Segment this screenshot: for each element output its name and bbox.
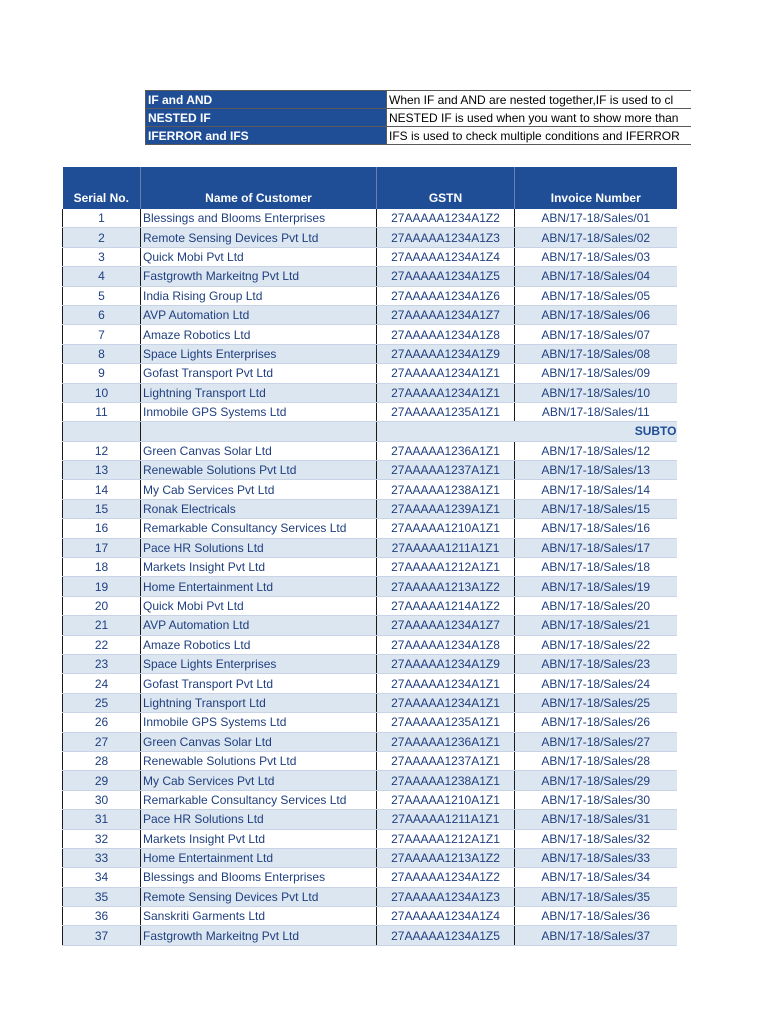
- gstn-cell[interactable]: 27AAAAA1234A1Z3: [377, 887, 515, 906]
- gstn-cell[interactable]: 27AAAAA1236A1Z1: [377, 441, 515, 460]
- customer-name-cell[interactable]: Blessings and Blooms Enterprises: [141, 209, 377, 228]
- table-row: [63, 693, 677, 712]
- serial-no-cell[interactable]: 7: [63, 325, 141, 344]
- customer-name-cell[interactable]: Remarkable Consultancy Services Ltd: [141, 790, 377, 809]
- table-row: [63, 654, 677, 673]
- invoice-number-cell[interactable]: ABN/17-18/Sales/03: [515, 247, 677, 266]
- serial-no-cell[interactable]: 24: [63, 674, 141, 693]
- serial-no-cell[interactable]: 18: [63, 558, 141, 577]
- table-row: [63, 751, 677, 770]
- customer-name-cell[interactable]: AVP Automation Ltd: [141, 616, 377, 635]
- customer-name-cell[interactable]: Gofast Transport Pvt Ltd: [141, 674, 377, 693]
- invoice-number-cell[interactable]: ABN/17-18/Sales/15: [515, 499, 677, 518]
- invoice-number-cell[interactable]: ABN/17-18/Sales/34: [515, 868, 677, 887]
- invoice-number-cell[interactable]: ABN/17-18/Sales/14: [515, 480, 677, 499]
- gstn-cell[interactable]: 27AAAAA1234A1Z5: [377, 926, 515, 945]
- table-row: [63, 209, 677, 228]
- gstn-cell[interactable]: 27AAAAA1234A1Z1: [377, 383, 515, 402]
- invoice-number-cell[interactable]: ABN/17-18/Sales/35: [515, 887, 677, 906]
- gstn-cell[interactable]: 27AAAAA1214A1Z2: [377, 596, 515, 615]
- invoice-number-cell[interactable]: ABN/17-18/Sales/37: [515, 926, 677, 945]
- header-row: [63, 167, 677, 209]
- gstn-cell[interactable]: 27AAAAA1234A1Z3: [377, 228, 515, 247]
- serial-no-cell[interactable]: 25: [63, 693, 141, 712]
- table-row: [63, 907, 677, 926]
- customer-name-cell[interactable]: My Cab Services Pvt Ltd: [141, 480, 377, 499]
- table-row: [63, 480, 677, 499]
- customer-name-cell[interactable]: Lightning Transport Ltd: [141, 383, 377, 402]
- gstn-cell[interactable]: 27AAAAA1238A1Z1: [377, 480, 515, 499]
- customer-name-cell[interactable]: AVP Automation Ltd: [141, 305, 377, 324]
- table-row: [63, 364, 677, 383]
- customer-name-cell[interactable]: Space Lights Enterprises: [141, 344, 377, 363]
- legend-row: [146, 91, 692, 109]
- customer-name-cell[interactable]: Fastgrowth Markeitng Pvt Ltd: [141, 267, 377, 286]
- table-row: [63, 402, 677, 421]
- invoice-number-cell[interactable]: ABN/17-18/Sales/13: [515, 461, 677, 480]
- gstn-cell[interactable]: 27AAAAA1234A1Z7: [377, 616, 515, 635]
- invoice-number-cell[interactable]: ABN/17-18/Sales/19: [515, 577, 677, 596]
- table-row: [63, 596, 677, 615]
- gstn-cell[interactable]: 27AAAAA1234A1Z4: [377, 907, 515, 926]
- invoice-number-cell[interactable]: ABN/17-18/Sales/12: [515, 441, 677, 460]
- invoice-number-cell[interactable]: ABN/17-18/Sales/36: [515, 907, 677, 926]
- customer-name-cell[interactable]: Amaze Robotics Ltd: [141, 325, 377, 344]
- gstn-cell[interactable]: 27AAAAA1210A1Z1: [377, 790, 515, 809]
- table-body: [63, 209, 677, 945]
- serial-no-cell[interactable]: 27: [63, 732, 141, 751]
- customer-name-cell[interactable]: Remarkable Consultancy Services Ltd: [141, 519, 377, 538]
- table-row: [63, 538, 677, 557]
- customer-name-cell[interactable]: Quick Mobi Pvt Ltd: [141, 247, 377, 266]
- invoice-number-cell[interactable]: ABN/17-18/Sales/04: [515, 267, 677, 286]
- serial-no-cell[interactable]: 36: [63, 907, 141, 926]
- customer-name-cell[interactable]: Inmobile GPS Systems Ltd: [141, 402, 377, 421]
- customer-name-cell[interactable]: Inmobile GPS Systems Ltd: [141, 713, 377, 732]
- table-row: [63, 926, 677, 945]
- customer-name-cell[interactable]: Green Canvas Solar Ltd: [141, 732, 377, 751]
- header-gstn[interactable]: GSTN: [377, 167, 515, 209]
- serial-no-cell[interactable]: 9: [63, 364, 141, 383]
- invoice-number-cell[interactable]: ABN/17-18/Sales/20: [515, 596, 677, 615]
- invoice-number-cell[interactable]: ABN/17-18/Sales/06: [515, 305, 677, 324]
- gstn-cell[interactable]: 27AAAAA1234A1Z1: [377, 674, 515, 693]
- legend-description-cell[interactable]: IFS is used to check multiple conditions and IFERROR: [387, 127, 692, 145]
- table-row: [63, 771, 677, 790]
- customer-name-cell[interactable]: Markets Insight Pvt Ltd: [141, 829, 377, 848]
- legend-row: [146, 109, 692, 127]
- customer-name-cell[interactable]: Home Entertainment Ltd: [141, 848, 377, 867]
- serial-no-cell[interactable]: 32: [63, 829, 141, 848]
- customer-name-cell[interactable]: Home Entertainment Ltd: [141, 577, 377, 596]
- serial-no-cell[interactable]: 37: [63, 926, 141, 945]
- customer-name-cell[interactable]: Fastgrowth Markeitng Pvt Ltd: [141, 926, 377, 945]
- invoice-number-cell[interactable]: ABN/17-18/Sales/30: [515, 790, 677, 809]
- gstn-cell[interactable]: 27AAAAA1235A1Z1: [377, 713, 515, 732]
- customer-name-cell[interactable]: Amaze Robotics Ltd: [141, 635, 377, 654]
- gstn-cell[interactable]: 27AAAAA1212A1Z1: [377, 829, 515, 848]
- invoice-number-cell[interactable]: ABN/17-18/Sales/26: [515, 713, 677, 732]
- serial-no-cell[interactable]: 26: [63, 713, 141, 732]
- table-row: [63, 829, 677, 848]
- serial-no-cell[interactable]: 30: [63, 790, 141, 809]
- serial-no-cell[interactable]: 34: [63, 868, 141, 887]
- serial-no-cell[interactable]: 3: [63, 247, 141, 266]
- table-row: [63, 713, 677, 732]
- table-row: [63, 305, 677, 324]
- serial-no-cell[interactable]: 28: [63, 751, 141, 770]
- legend-description-cell[interactable]: When IF and AND are nested together,IF is used to cl: [387, 91, 692, 109]
- table-row: [63, 499, 677, 518]
- table-row: [63, 519, 677, 538]
- serial-no-cell[interactable]: 23: [63, 654, 141, 673]
- legend-function-cell[interactable]: IFERROR and IFS: [146, 127, 387, 145]
- gstn-cell[interactable]: 27AAAAA1234A1Z1: [377, 364, 515, 383]
- table-row: [63, 228, 677, 247]
- table-row: [63, 267, 677, 286]
- subtotal-row: [63, 422, 677, 441]
- customer-name-cell[interactable]: Quick Mobi Pvt Ltd: [141, 596, 377, 615]
- customer-name-cell[interactable]: Pace HR Solutions Ltd: [141, 538, 377, 557]
- gstn-cell[interactable]: 27AAAAA1234A1Z8: [377, 635, 515, 654]
- customer-name-cell[interactable]: Space Lights Enterprises: [141, 654, 377, 673]
- gstn-cell[interactable]: 27AAAAA1210A1Z1: [377, 519, 515, 538]
- invoice-number-cell[interactable]: ABN/17-18/Sales/18: [515, 558, 677, 577]
- serial-no-cell[interactable]: 4: [63, 267, 141, 286]
- invoice-number-cell[interactable]: ABN/17-18/Sales/23: [515, 654, 677, 673]
- gstn-cell[interactable]: 27AAAAA1234A1Z8: [377, 325, 515, 344]
- table-row: [63, 635, 677, 654]
- customer-name-cell[interactable]: Gofast Transport Pvt Ltd: [141, 364, 377, 383]
- invoice-number-cell[interactable]: ABN/17-18/Sales/05: [515, 286, 677, 305]
- header-serial-no[interactable]: Serial No.: [63, 167, 141, 209]
- gstn-cell[interactable]: 27AAAAA1239A1Z1: [377, 499, 515, 518]
- serial-no-cell[interactable]: 12: [63, 441, 141, 460]
- serial-no-cell[interactable]: 10: [63, 383, 141, 402]
- customer-name-cell[interactable]: Remote Sensing Devices Pvt Ltd: [141, 887, 377, 906]
- serial-no-cell[interactable]: 5: [63, 286, 141, 305]
- table-row: [63, 325, 677, 344]
- invoice-number-cell[interactable]: ABN/17-18/Sales/17: [515, 538, 677, 557]
- serial-no-cell[interactable]: 1: [63, 209, 141, 228]
- function-legend: [145, 90, 691, 145]
- serial-no-cell[interactable]: 17: [63, 538, 141, 557]
- invoice-number-cell[interactable]: ABN/17-18/Sales/10: [515, 383, 677, 402]
- serial-no-cell[interactable]: 33: [63, 848, 141, 867]
- serial-no-cell[interactable]: 21: [63, 616, 141, 635]
- table-row: [63, 732, 677, 751]
- invoice-number-cell[interactable]: ABN/17-18/Sales/09: [515, 364, 677, 383]
- serial-no-cell[interactable]: 29: [63, 771, 141, 790]
- customer-name-cell[interactable]: Renewable Solutions Pvt Ltd: [141, 751, 377, 770]
- table-row: [63, 674, 677, 693]
- table-row: [63, 344, 677, 363]
- serial-no-cell[interactable]: 16: [63, 519, 141, 538]
- invoice-number-cell[interactable]: ABN/17-18/Sales/25: [515, 693, 677, 712]
- table-row: [63, 848, 677, 867]
- serial-no-cell[interactable]: 13: [63, 461, 141, 480]
- gstn-cell[interactable]: 27AAAAA1237A1Z1: [377, 751, 515, 770]
- customer-name-cell[interactable]: Ronak Electricals: [141, 499, 377, 518]
- gstn-cell[interactable]: 27AAAAA1213A1Z2: [377, 577, 515, 596]
- invoice-number-cell[interactable]: ABN/17-18/Sales/02: [515, 228, 677, 247]
- gstn-cell[interactable]: 27AAAAA1234A1Z5: [377, 267, 515, 286]
- invoice-number-cell[interactable]: ABN/17-18/Sales/01: [515, 209, 677, 228]
- table-row: [63, 558, 677, 577]
- gstn-cell[interactable]: 27AAAAA1211A1Z1: [377, 538, 515, 557]
- customer-name-cell[interactable]: Remote Sensing Devices Pvt Ltd: [141, 228, 377, 247]
- gstn-cell[interactable]: 27AAAAA1234A1Z6: [377, 286, 515, 305]
- invoice-table: [62, 167, 677, 946]
- table-row: [63, 790, 677, 809]
- invoice-number-cell[interactable]: ABN/17-18/Sales/07: [515, 325, 677, 344]
- table-row: [63, 383, 677, 402]
- serial-no-cell[interactable]: 11: [63, 402, 141, 421]
- header-customer-name[interactable]: Name of Customer: [141, 167, 377, 209]
- legend-function-cell[interactable]: IF and AND: [146, 91, 387, 109]
- customer-name-cell[interactable]: Sanskriti Garments Ltd: [141, 907, 377, 926]
- customer-name-cell[interactable]: Lightning Transport Ltd: [141, 693, 377, 712]
- legend-function-cell[interactable]: NESTED IF: [146, 109, 387, 127]
- gstn-cell[interactable]: 27AAAAA1212A1Z1: [377, 558, 515, 577]
- gstn-cell[interactable]: 27AAAAA1213A1Z2: [377, 848, 515, 867]
- invoice-number-cell[interactable]: ABN/17-18/Sales/33: [515, 848, 677, 867]
- serial-no-cell[interactable]: 15: [63, 499, 141, 518]
- subtotal-blank-cell[interactable]: [141, 422, 377, 441]
- gstn-cell[interactable]: 27AAAAA1234A1Z1: [377, 693, 515, 712]
- header-invoice-number[interactable]: Invoice Number: [515, 167, 677, 209]
- invoice-number-cell[interactable]: ABN/17-18/Sales/32: [515, 829, 677, 848]
- serial-no-cell[interactable]: 14: [63, 480, 141, 499]
- gstn-cell[interactable]: 27AAAAA1234A1Z4: [377, 247, 515, 266]
- gstn-cell[interactable]: 27AAAAA1211A1Z1: [377, 810, 515, 829]
- gstn-cell[interactable]: 27AAAAA1236A1Z1: [377, 732, 515, 751]
- subtotal-blank-cell[interactable]: [63, 422, 141, 441]
- table-row: [63, 441, 677, 460]
- gstn-cell[interactable]: 27AAAAA1234A1Z9: [377, 654, 515, 673]
- gstn-cell[interactable]: 27AAAAA1234A1Z2: [377, 868, 515, 887]
- customer-name-cell[interactable]: Markets Insight Pvt Ltd: [141, 558, 377, 577]
- serial-no-cell[interactable]: 22: [63, 635, 141, 654]
- customer-name-cell[interactable]: Blessings and Blooms Enterprises: [141, 868, 377, 887]
- customer-name-cell[interactable]: Green Canvas Solar Ltd: [141, 441, 377, 460]
- table-row: [63, 887, 677, 906]
- invoice-number-cell[interactable]: ABN/17-18/Sales/11: [515, 402, 677, 421]
- customer-name-cell[interactable]: Pace HR Solutions Ltd: [141, 810, 377, 829]
- serial-no-cell[interactable]: 6: [63, 305, 141, 324]
- invoice-number-cell[interactable]: ABN/17-18/Sales/27: [515, 732, 677, 751]
- invoice-number-cell[interactable]: ABN/17-18/Sales/29: [515, 771, 677, 790]
- legend-description-cell[interactable]: NESTED IF is used when you want to show more than: [387, 109, 692, 127]
- table-row: [63, 616, 677, 635]
- invoice-number-cell[interactable]: ABN/17-18/Sales/21: [515, 616, 677, 635]
- table-row: [63, 461, 677, 480]
- gstn-cell[interactable]: 27AAAAA1234A1Z7: [377, 305, 515, 324]
- gstn-cell[interactable]: 27AAAAA1237A1Z1: [377, 461, 515, 480]
- table-row: [63, 577, 677, 596]
- invoice-number-cell[interactable]: ABN/17-18/Sales/22: [515, 635, 677, 654]
- serial-no-cell[interactable]: 8: [63, 344, 141, 363]
- serial-no-cell[interactable]: 2: [63, 228, 141, 247]
- customer-name-cell[interactable]: My Cab Services Pvt Ltd: [141, 771, 377, 790]
- table-row: [63, 868, 677, 887]
- serial-no-cell[interactable]: 31: [63, 810, 141, 829]
- table-row: [63, 810, 677, 829]
- invoice-number-cell[interactable]: ABN/17-18/Sales/08: [515, 344, 677, 363]
- gstn-cell[interactable]: 27AAAAA1235A1Z1: [377, 402, 515, 421]
- invoice-number-cell[interactable]: ABN/17-18/Sales/28: [515, 751, 677, 770]
- serial-no-cell[interactable]: 20: [63, 596, 141, 615]
- customer-name-cell[interactable]: India Rising Group Ltd: [141, 286, 377, 305]
- customer-name-cell[interactable]: Renewable Solutions Pvt Ltd: [141, 461, 377, 480]
- gstn-cell[interactable]: 27AAAAA1238A1Z1: [377, 771, 515, 790]
- subtotal-label[interactable]: SUBTO: [377, 422, 677, 441]
- gstn-cell[interactable]: 27AAAAA1234A1Z2: [377, 209, 515, 228]
- invoice-number-cell[interactable]: ABN/17-18/Sales/24: [515, 674, 677, 693]
- invoice-number-cell[interactable]: ABN/17-18/Sales/16: [515, 519, 677, 538]
- table-row: [63, 247, 677, 266]
- serial-no-cell[interactable]: 19: [63, 577, 141, 596]
- invoice-number-cell[interactable]: ABN/17-18/Sales/31: [515, 810, 677, 829]
- legend-row: [146, 127, 692, 145]
- serial-no-cell[interactable]: 35: [63, 887, 141, 906]
- table-row: [63, 286, 677, 305]
- gstn-cell[interactable]: 27AAAAA1234A1Z9: [377, 344, 515, 363]
